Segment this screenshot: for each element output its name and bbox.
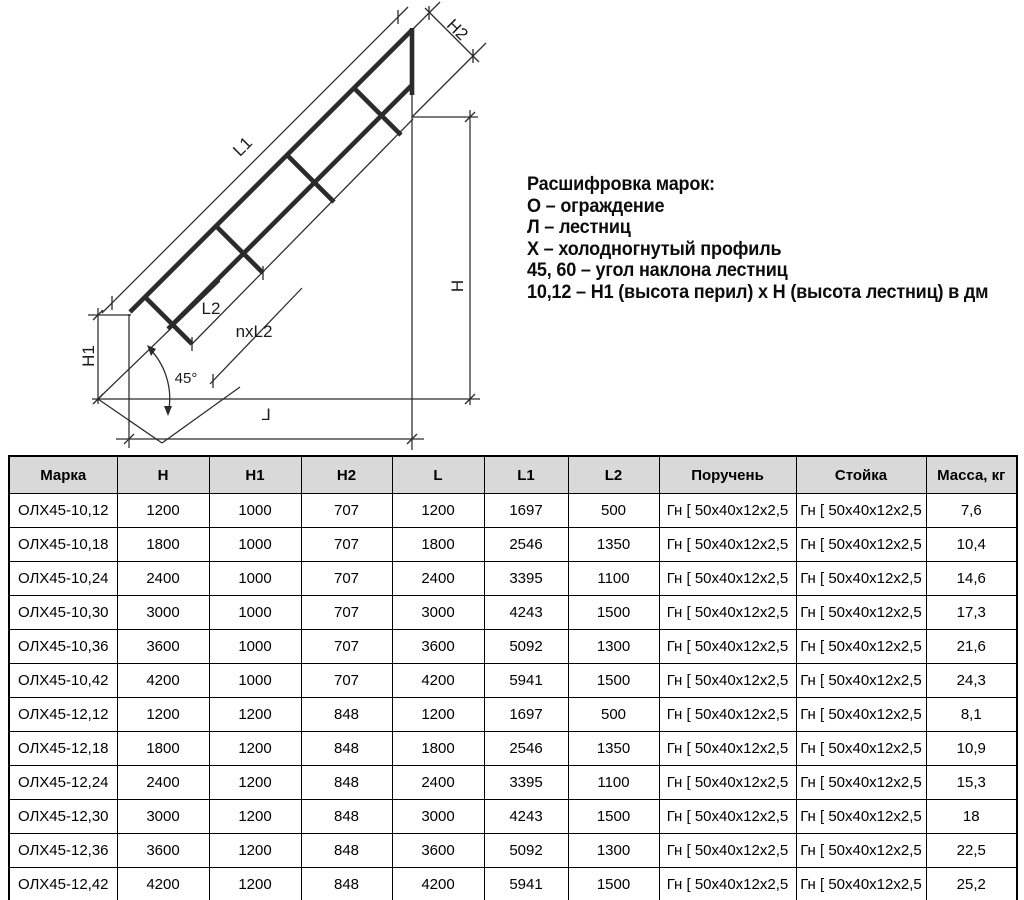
table-cell: Гн [ 50х40х12х2,5 bbox=[796, 732, 926, 766]
construction-lines bbox=[88, 2, 486, 450]
h2-extension-2 bbox=[412, 43, 486, 117]
table-cell: 1200 bbox=[209, 834, 301, 868]
table-cell: 707 bbox=[301, 630, 392, 664]
table-cell: 4200 bbox=[117, 868, 209, 900]
table-cell: 1350 bbox=[568, 528, 659, 562]
table-cell: 5092 bbox=[484, 630, 568, 664]
table-cell: 3395 bbox=[484, 766, 568, 800]
table-cell: 5092 bbox=[484, 834, 568, 868]
angle-arrow-bottom bbox=[164, 406, 172, 416]
table-cell: 707 bbox=[301, 596, 392, 630]
table-cell: 1697 bbox=[484, 494, 568, 528]
table-cell: 1697 bbox=[484, 698, 568, 732]
table-cell: 1500 bbox=[568, 800, 659, 834]
dimension-ticks bbox=[93, 6, 475, 444]
header-cell: L1 bbox=[484, 456, 568, 494]
table-cell: 4200 bbox=[392, 664, 484, 698]
table-cell: 14,6 bbox=[926, 562, 1017, 596]
table-cell: 500 bbox=[568, 698, 659, 732]
table-cell: Гн [ 50х40х12х2,5 bbox=[659, 732, 796, 766]
label-h1: H1 bbox=[79, 345, 98, 367]
legend-item: О – ограждение bbox=[527, 195, 665, 217]
table-cell: 1200 bbox=[117, 494, 209, 528]
table-cell: Гн [ 50х40х12х2,5 bbox=[796, 800, 926, 834]
table-cell: 1800 bbox=[392, 528, 484, 562]
table-cell: ОЛХ45-10,42 bbox=[9, 664, 117, 698]
table-cell: 5941 bbox=[484, 664, 568, 698]
table-cell: 2400 bbox=[392, 562, 484, 596]
legend-item: 45, 60 – угол наклона лестниц bbox=[527, 260, 788, 282]
table-cell: 15,3 bbox=[926, 766, 1017, 800]
label-h: H bbox=[448, 279, 467, 293]
table-cell: ОЛХ45-10,30 bbox=[9, 596, 117, 630]
header-cell: H bbox=[117, 456, 209, 494]
table-cell: 848 bbox=[301, 868, 392, 900]
header-cell: Стойка bbox=[796, 456, 926, 494]
table-cell: ОЛХ45-10,12 bbox=[9, 494, 117, 528]
table-row bbox=[9, 868, 1017, 900]
table-cell: 10,9 bbox=[926, 732, 1017, 766]
stair-railing-drawing bbox=[0, 0, 520, 458]
table-cell: 848 bbox=[301, 800, 392, 834]
table-cell: 3600 bbox=[392, 630, 484, 664]
table-cell: Гн [ 50х40х12х2,5 bbox=[796, 494, 926, 528]
table-cell: 1800 bbox=[117, 732, 209, 766]
table-cell: 848 bbox=[301, 732, 392, 766]
specifications-table bbox=[8, 455, 1018, 900]
table-cell: 3395 bbox=[484, 562, 568, 596]
table-cell: 1500 bbox=[568, 664, 659, 698]
railing bbox=[130, 28, 412, 344]
bottom-rail bbox=[168, 85, 412, 329]
table-cell: 2400 bbox=[392, 766, 484, 800]
table-cell: 1200 bbox=[117, 698, 209, 732]
table-cell: 1500 bbox=[568, 596, 659, 630]
table-cell: ОЛХ45-12,30 bbox=[9, 800, 117, 834]
table-cell: 8,1 bbox=[926, 698, 1017, 732]
table-cell: 1000 bbox=[209, 664, 301, 698]
table-cell: 1000 bbox=[209, 494, 301, 528]
table-cell: 18 bbox=[926, 800, 1017, 834]
table-row bbox=[9, 834, 1017, 868]
label-l1: L1 bbox=[229, 133, 257, 161]
post-2 bbox=[216, 226, 263, 273]
post-1 bbox=[145, 297, 192, 344]
table-cell: Гн [ 50х40х12х2,5 bbox=[796, 698, 926, 732]
table-cell: 707 bbox=[301, 494, 392, 528]
post-tip-line bbox=[192, 119, 413, 344]
table-cell: Гн [ 50х40х12х2,5 bbox=[659, 834, 796, 868]
table-row bbox=[9, 494, 1017, 528]
table-cell: 1350 bbox=[568, 732, 659, 766]
label-l2: L2 bbox=[201, 299, 221, 318]
table-cell: 17,3 bbox=[926, 596, 1017, 630]
h2-extension-1 bbox=[412, 2, 440, 30]
table-cell: 1200 bbox=[392, 494, 484, 528]
table-cell: 10,4 bbox=[926, 528, 1017, 562]
table-cell: ОЛХ45-12,12 bbox=[9, 698, 117, 732]
table-cell: 2400 bbox=[117, 562, 209, 596]
table-cell: Гн [ 50х40х12х2,5 bbox=[796, 834, 926, 868]
table-cell: Гн [ 50х40х12х2,5 bbox=[659, 528, 796, 562]
table-row bbox=[9, 766, 1017, 800]
table-cell: Гн [ 50х40х12х2,5 bbox=[796, 596, 926, 630]
table-cell: 707 bbox=[301, 528, 392, 562]
legend-item: Х – холодногнутый профиль bbox=[527, 238, 782, 260]
table-cell: 3600 bbox=[117, 834, 209, 868]
table-cell: 1300 bbox=[568, 834, 659, 868]
table-cell: 1800 bbox=[392, 732, 484, 766]
table-cell: Гн [ 50х40х12х2,5 bbox=[659, 494, 796, 528]
legend-item: Л – лестниц bbox=[527, 217, 631, 239]
label-nxl2: nxL2 bbox=[235, 322, 273, 341]
angle-arc bbox=[149, 348, 170, 409]
header-cell: H2 bbox=[301, 456, 392, 494]
notch-line-down bbox=[98, 399, 162, 443]
table-cell: 1500 bbox=[568, 868, 659, 900]
table-cell: 2400 bbox=[117, 766, 209, 800]
table-cell: 7,6 bbox=[926, 494, 1017, 528]
table-cell: 1000 bbox=[209, 630, 301, 664]
table-cell: ОЛХ45-10,24 bbox=[9, 562, 117, 596]
table-cell: Гн [ 50х40х12х2,5 bbox=[796, 630, 926, 664]
table-cell: 4243 bbox=[484, 596, 568, 630]
legend-item: 10,12 – Н1 (высота перил) х Н (высота лестниц) в дм bbox=[527, 281, 989, 303]
table-cell: 1300 bbox=[568, 630, 659, 664]
table-cell: 5941 bbox=[484, 868, 568, 900]
table-cell: 3600 bbox=[392, 834, 484, 868]
header-cell: Поручень bbox=[659, 456, 796, 494]
table-cell: 1100 bbox=[568, 562, 659, 596]
table-cell: Гн [ 50х40х12х2,5 bbox=[659, 868, 796, 900]
table-cell: ОЛХ45-12,42 bbox=[9, 868, 117, 900]
table-cell: Гн [ 50х40х12х2,5 bbox=[659, 698, 796, 732]
table-cell: 848 bbox=[301, 698, 392, 732]
table-row bbox=[9, 698, 1017, 732]
table-cell: Гн [ 50х40х12х2,5 bbox=[796, 562, 926, 596]
label-h2: H2 bbox=[442, 15, 472, 45]
table-cell: 707 bbox=[301, 562, 392, 596]
table-cell: 3000 bbox=[117, 596, 209, 630]
table-cell: 3000 bbox=[392, 596, 484, 630]
label-l: L bbox=[261, 405, 271, 424]
table-cell: 1800 bbox=[117, 528, 209, 562]
table-cell: Гн [ 50х40х12х2,5 bbox=[796, 664, 926, 698]
header-cell: Марка bbox=[9, 456, 117, 494]
marking-legend bbox=[527, 174, 988, 304]
table-cell: ОЛХ45-12,24 bbox=[9, 766, 117, 800]
table-cell: ОЛХ45-12,18 bbox=[9, 732, 117, 766]
table-cell: 1000 bbox=[209, 562, 301, 596]
table-cell: 1200 bbox=[209, 766, 301, 800]
table-row bbox=[9, 562, 1017, 596]
table-cell: 1200 bbox=[209, 800, 301, 834]
table-cell: Гн [ 50х40х12х2,5 bbox=[796, 766, 926, 800]
label-angle: 45° bbox=[174, 370, 198, 387]
table-cell: 1200 bbox=[392, 698, 484, 732]
table-cell: 1000 bbox=[209, 528, 301, 562]
table-cell: 1200 bbox=[209, 732, 301, 766]
header-cell: H1 bbox=[209, 456, 301, 494]
header-cell: Масса, кг bbox=[926, 456, 1017, 494]
table-cell: 848 bbox=[301, 834, 392, 868]
table-row bbox=[9, 732, 1017, 766]
table-cell: 500 bbox=[568, 494, 659, 528]
table-row bbox=[9, 800, 1017, 834]
table-cell: 4200 bbox=[117, 664, 209, 698]
header-cell: L2 bbox=[568, 456, 659, 494]
table-cell: 2546 bbox=[484, 528, 568, 562]
legend-items bbox=[527, 196, 988, 304]
post-4 bbox=[354, 88, 401, 135]
table-cell: 1200 bbox=[209, 868, 301, 900]
table-cell: 4200 bbox=[392, 868, 484, 900]
table-cell: 3000 bbox=[392, 800, 484, 834]
table-cell: Гн [ 50х40х12х2,5 bbox=[659, 596, 796, 630]
table-cell: 3600 bbox=[117, 630, 209, 664]
table-cell: 1000 bbox=[209, 596, 301, 630]
table-row bbox=[9, 630, 1017, 664]
table-cell: 4243 bbox=[484, 800, 568, 834]
top-rail bbox=[130, 30, 412, 312]
table-row bbox=[9, 664, 1017, 698]
table-cell: 25,2 bbox=[926, 868, 1017, 900]
table-cell: 848 bbox=[301, 766, 392, 800]
table-cell: 1200 bbox=[209, 698, 301, 732]
table-cell: Гн [ 50х40х12х2,5 bbox=[659, 562, 796, 596]
table-cell: 24,3 bbox=[926, 664, 1017, 698]
legend-title: Расшифровка марок: bbox=[527, 174, 715, 195]
table-cell: 707 bbox=[301, 664, 392, 698]
post-3 bbox=[287, 155, 334, 202]
dimension-lines bbox=[98, 7, 479, 439]
table-cell: ОЛХ45-12,36 bbox=[9, 834, 117, 868]
header-cell: L bbox=[392, 456, 484, 494]
table-cell: Гн [ 50х40х12х2,5 bbox=[659, 766, 796, 800]
table-cell: Гн [ 50х40х12х2,5 bbox=[796, 868, 926, 900]
table-cell: 3000 bbox=[117, 800, 209, 834]
table-cell: 2546 bbox=[484, 732, 568, 766]
table-cell: ОЛХ45-10,18 bbox=[9, 528, 117, 562]
header-row bbox=[9, 456, 1017, 494]
table-row bbox=[9, 528, 1017, 562]
table-cell: ОЛХ45-10,36 bbox=[9, 630, 117, 664]
notch-line-up bbox=[162, 387, 240, 443]
table-cell: 22,5 bbox=[926, 834, 1017, 868]
table-row bbox=[9, 596, 1017, 630]
table-cell: 21,6 bbox=[926, 630, 1017, 664]
table-cell: Гн [ 50х40х12х2,5 bbox=[796, 528, 926, 562]
table-cell: Гн [ 50х40х12х2,5 bbox=[659, 664, 796, 698]
table-cell: 1100 bbox=[568, 766, 659, 800]
table-cell: Гн [ 50х40х12х2,5 bbox=[659, 630, 796, 664]
angle-dimension bbox=[147, 345, 172, 416]
table-cell: Гн [ 50х40х12х2,5 bbox=[659, 800, 796, 834]
